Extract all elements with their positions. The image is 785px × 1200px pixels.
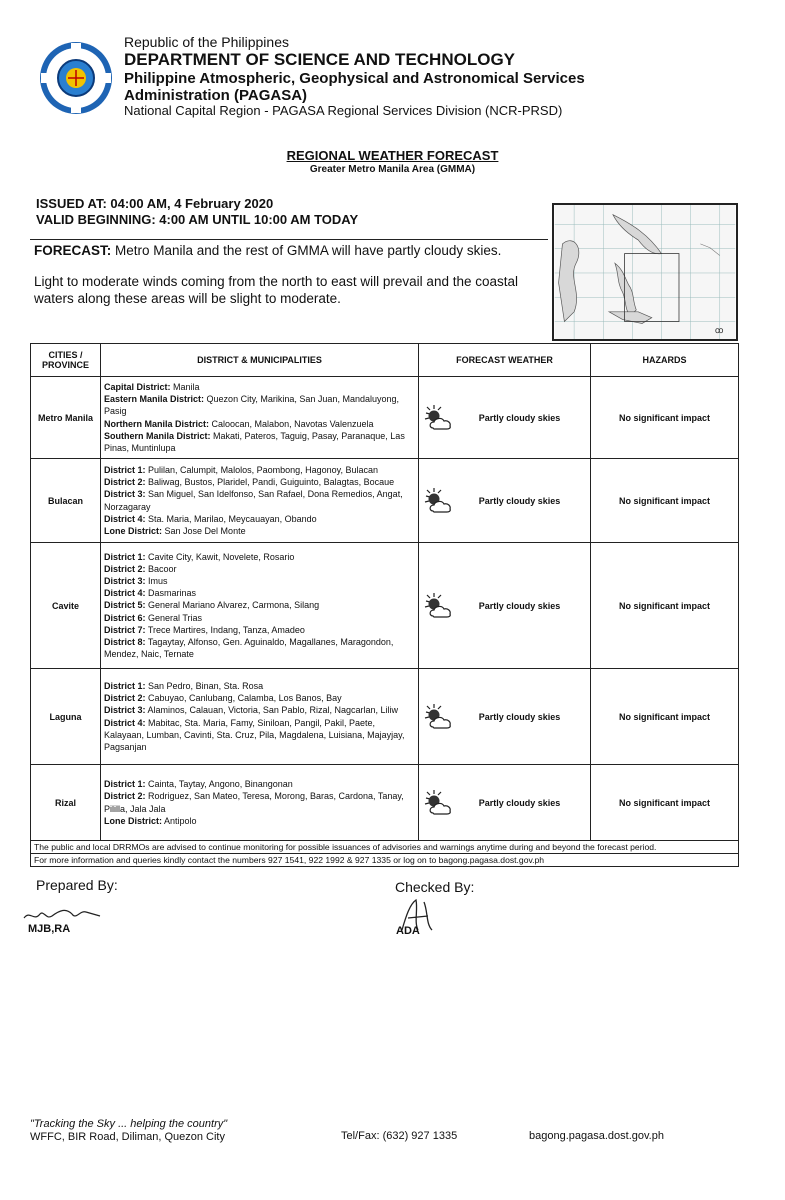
district-entry — [104, 717, 415, 753]
district-name: District 2: — [104, 693, 146, 704]
svg-text:ꝏ: ꝏ — [714, 325, 724, 336]
districts-cell — [101, 377, 419, 459]
department-name: DEPARTMENT OF SCIENCE AND TECHNOLOGY — [124, 50, 516, 70]
hazard-cell: No significant impact — [591, 765, 739, 841]
district-municipalities: General Mariano Alvarez, Carmona, Silang — [148, 600, 320, 611]
weather-label: Partly cloudy skies — [478, 711, 561, 722]
district-municipalities: Quezon City, Marikina, San Juan, Mandaluyong, Pasig — [104, 394, 399, 417]
district-name: District 3: — [104, 576, 146, 587]
district-municipalities: Bacoor — [148, 564, 177, 574]
republic-text: Republic of the Philippines — [124, 34, 289, 50]
partly-cloudy-icon — [423, 789, 453, 817]
district-name: Lone District: — [104, 525, 163, 536]
district-entry — [104, 778, 415, 790]
district-entry — [104, 587, 415, 599]
forecast-subtitle: Greater Metro Manila Area (GMMA) — [309, 164, 476, 175]
checked-by-name: ADA — [396, 925, 420, 937]
district-municipalities: Sta. Maria, Marilao, Meycauayan, Obando — [148, 513, 317, 524]
district-name: District 7: — [104, 624, 146, 635]
weather-label: Partly cloudy skies — [478, 600, 561, 611]
footer-website: bagong.pagasa.dost.gov.ph — [529, 1130, 664, 1142]
district-entry — [104, 790, 415, 814]
district-entry — [104, 815, 415, 827]
district-entry — [104, 476, 415, 488]
district-name: District 1: — [104, 465, 146, 476]
district-municipalities: Tagaytay, Alfonso, Gen. Aguinaldo, Magallanes, Maragondon, Mendez, Naic, Ternate — [104, 636, 394, 659]
province-cell: Bulacan — [31, 459, 101, 543]
district-entry — [104, 575, 415, 587]
districts-cell — [101, 543, 419, 669]
district-name: District 2: — [104, 791, 146, 802]
table-row — [31, 765, 739, 841]
forecast-table — [30, 343, 739, 867]
district-name: District 8: — [104, 636, 146, 647]
hazard-cell: No significant impact — [591, 669, 739, 765]
forecast-summary — [34, 243, 549, 308]
col-header-weather: FORECAST WEATHER — [419, 344, 591, 377]
districts-cell — [101, 459, 419, 543]
weather-label: Partly cloudy skies — [478, 797, 561, 808]
district-name: District 4: — [104, 513, 146, 524]
districts-cell — [101, 669, 419, 765]
district-entry — [104, 381, 415, 393]
districts-cell — [101, 765, 419, 841]
partly-cloudy-icon — [423, 703, 453, 731]
district-name: District 1: — [104, 551, 146, 562]
district-name: District 1: — [104, 681, 146, 692]
district-municipalities: Trece Martires, Indang, Tanza, Amadeo — [147, 624, 305, 635]
district-name: District 5: — [104, 600, 146, 611]
province-cell: Metro Manila — [31, 377, 101, 459]
footer-address: WFFC, BIR Road, Diliman, Quezon City — [30, 1131, 225, 1143]
district-entry — [104, 430, 415, 454]
district-municipalities: Cabuyao, Canlubang, Calamba, Los Banos, Bay — [148, 693, 342, 704]
district-entry — [104, 464, 415, 476]
district-name: Southern Manila District: — [104, 430, 211, 441]
district-name: District 1: — [104, 779, 146, 790]
partly-cloudy-icon — [423, 404, 453, 432]
district-name: Eastern Manila District: — [104, 394, 205, 405]
district-entry — [104, 513, 415, 525]
hazard-cell: No significant impact — [591, 459, 739, 543]
district-entry — [104, 563, 415, 575]
district-municipalities: San Miguel, San Idelfonso, San Rafael, Dona Remedios, Angat, Norzagaray — [104, 489, 403, 512]
division-name: National Capital Region - PAGASA Regional Services Division (NCR-PRSD) — [124, 103, 563, 119]
issued-at: ISSUED AT: 04:00 AM, 4 February 2020 — [36, 196, 274, 211]
prepared-by-name: MJB,RA — [28, 923, 71, 935]
province-cell: Cavite — [31, 543, 101, 669]
agency-header — [124, 34, 585, 119]
winds-text: Light to moderate winds coming from the north to east will prevail and the coastal waters along these areas will be slight to moderate. — [34, 273, 519, 306]
issued-block — [36, 196, 358, 227]
agency-name-line1: Philippine Atmospheric, Geophysical and Astronomical Services — [124, 69, 585, 87]
contact-row — [31, 854, 739, 867]
col-header-district: DISTRICT & MUNICIPALITIES — [101, 344, 419, 377]
weather-cell — [419, 543, 591, 669]
district-entry — [104, 551, 415, 563]
footer-telfax: Tel/Fax: (632) 927 1335 — [341, 1130, 458, 1142]
weather-label: Partly cloudy skies — [478, 495, 561, 506]
district-entry — [104, 704, 415, 716]
weather-cell — [419, 459, 591, 543]
district-municipalities: Manila — [173, 382, 200, 393]
district-municipalities: Caloocan, Malabon, Navotas Valenzuela — [211, 418, 374, 429]
district-municipalities: Antipolo — [164, 815, 197, 826]
province-cell: Laguna — [31, 669, 101, 765]
district-entry — [104, 599, 415, 611]
col-header-hazards: HAZARDS — [591, 344, 739, 377]
district-municipalities: Cainta, Taytay, Angono, Binangonan — [148, 779, 293, 790]
district-entry — [104, 525, 415, 537]
hazard-cell: No significant impact — [591, 543, 739, 669]
district-name: District 6: — [104, 612, 146, 623]
pagasa-logo — [38, 40, 114, 116]
district-entry — [104, 680, 415, 692]
table-header-row — [31, 344, 739, 377]
table-row — [31, 377, 739, 459]
checked-by-label: Checked By: — [395, 879, 475, 895]
district-municipalities: San Pedro, Binan, Sta. Rosa — [148, 681, 264, 692]
weather-cell — [419, 765, 591, 841]
district-entry — [104, 393, 415, 417]
weather-cell — [419, 377, 591, 459]
district-name: Lone District: — [104, 815, 163, 826]
partly-cloudy-icon — [423, 487, 453, 515]
district-name: Capital District: — [104, 382, 171, 393]
district-entry — [104, 636, 415, 660]
table-row — [31, 459, 739, 543]
district-entry — [104, 418, 415, 430]
prepared-by-label: Prepared By: — [36, 877, 118, 893]
district-entry — [104, 692, 415, 704]
weather-label: Partly cloudy skies — [478, 412, 561, 423]
district-municipalities: Imus — [148, 576, 168, 587]
province-cell: Rizal — [31, 765, 101, 841]
district-municipalities: Dasmarinas — [148, 588, 197, 599]
district-municipalities: Cavite City, Kawit, Novelete, Rosario — [148, 551, 295, 562]
district-name: District 3: — [104, 489, 146, 500]
district-municipalities: General Trias — [148, 612, 203, 623]
district-name: District 4: — [104, 717, 146, 728]
forecast-text: Metro Manila and the rest of GMMA will have partly cloudy skies. — [115, 243, 502, 258]
district-municipalities: Alaminos, Calauan, Victoria, San Pablo, Rizal, Nagcarlan, Liliw — [147, 705, 398, 716]
district-entry — [104, 488, 415, 512]
district-entry — [104, 612, 415, 624]
weather-map-image — [552, 203, 738, 341]
advisory-row — [31, 841, 739, 854]
district-name: Northern Manila District: — [104, 418, 210, 429]
district-municipalities: Makati, Pateros, Taguig, Pasay, Paranaque, Las Pinas, Muntinlupa — [104, 430, 405, 453]
divider — [30, 239, 548, 240]
district-municipalities: San Jose Del Monte — [164, 525, 246, 536]
footer-slogan: "Tracking the Sky ... helping the country" — [30, 1118, 228, 1130]
document-title — [0, 148, 785, 175]
contact-text: For more information and queries kindly contact the numbers 927 1541, 922 1992 & 927 1335 or log on to bagong.pagasa.dost.gov.ph — [31, 854, 739, 867]
hazard-cell: No significant impact — [591, 377, 739, 459]
table-row — [31, 543, 739, 669]
col-header-province: CITIES / PROVINCE — [31, 344, 101, 377]
advisory-text: The public and local DRRMOs are advised to continue monitoring for possible issuances of advisories and warnings anytime during and beyond the forecast period. — [31, 841, 739, 854]
forecast-title: REGIONAL WEATHER FORECAST — [286, 148, 499, 163]
weather-cell — [419, 669, 591, 765]
partly-cloudy-icon — [423, 592, 453, 620]
district-name: District 4: — [104, 588, 146, 599]
forecast-label: FORECAST: — [34, 243, 112, 258]
district-name: District 2: — [104, 564, 146, 574]
table-row — [31, 669, 739, 765]
district-name: District 3: — [104, 705, 146, 716]
district-municipalities: Mabitac, Sta. Maria, Famy, Siniloan, Pangil, Pakil, Paete, Kalayaan, Lumban, Cavinti, Sta. Cruz, Pila, Magdalena, Luisiana, Majayjay, Pagsanjan — [104, 717, 405, 752]
district-name: District 2: — [104, 477, 146, 488]
agency-name-line2: Administration (PAGASA) — [124, 86, 308, 104]
valid-period: VALID BEGINNING: 4:00 AM UNTIL 10:00 AM TODAY — [36, 211, 359, 227]
district-entry — [104, 624, 415, 636]
district-municipalities: Pulilan, Calumpit, Malolos, Paombong, Hagonoy, Bulacan — [148, 465, 378, 476]
district-municipalities: Rodriguez, San Mateo, Teresa, Morong, Baras, Cardona, Tanay, Pililla, Jala Jala — [104, 791, 404, 814]
district-municipalities: Baliwag, Bustos, Plaridel, Pandi, Guiguinto, Balagtas, Bocaue — [148, 477, 395, 488]
